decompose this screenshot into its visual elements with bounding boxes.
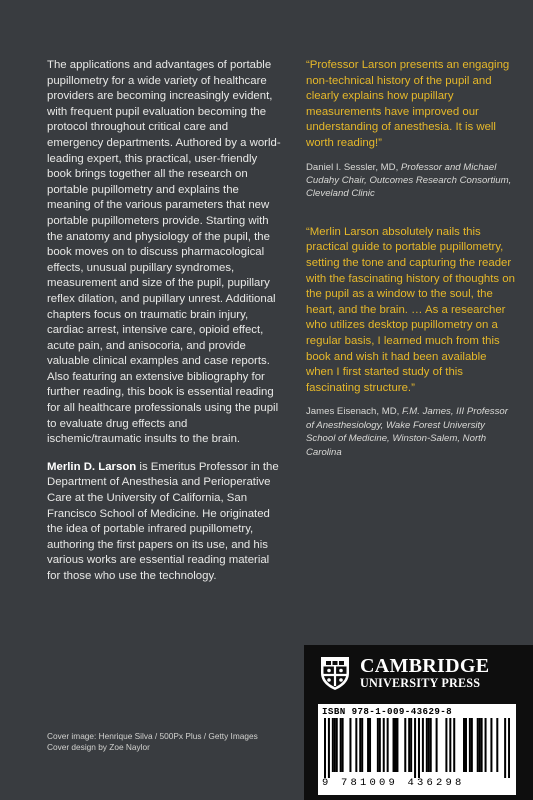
barcode-bar xyxy=(361,718,363,772)
barcode-bar xyxy=(463,718,465,772)
barcode-bar xyxy=(436,718,438,772)
barcode-bar xyxy=(408,718,410,772)
barcode-bar xyxy=(422,718,424,772)
publisher-panel xyxy=(304,645,533,800)
barcode-bar xyxy=(396,718,398,772)
publisher-logo xyxy=(318,655,489,691)
barcode-bar xyxy=(377,718,379,772)
author-bio-text: is Emeritus Professor in the Department of Anesthesia and Perioperative Care at the University of California, San Francisco School of Medicine. He originated the idea of portable infrared pupillometry, authoring the first papers on its use, and his various works are essential reading material for those who use the technology. xyxy=(47,460,279,582)
barcode-bar xyxy=(394,718,396,772)
cover-credits xyxy=(47,731,287,754)
endorser-title: F.M. James, III Professor of Anesthesiology, Wake Forest University School of Medicine, Winston-Salem, North Carolina xyxy=(306,406,508,458)
barcode-bar xyxy=(414,718,416,778)
barcode-bar xyxy=(355,718,357,772)
barcode-bar xyxy=(334,718,336,772)
barcode-bar xyxy=(465,718,467,772)
cambridge-crest-icon xyxy=(318,655,352,691)
isbn-label: ISBN 978-1-009-43629-8 xyxy=(322,706,453,717)
barcode-bar xyxy=(496,718,498,772)
publisher-name-line1: CAMBRIDGE xyxy=(360,654,490,677)
barcode-bars xyxy=(324,718,510,778)
barcode-bar xyxy=(369,718,371,772)
endorsement-attribution xyxy=(306,405,516,459)
barcode-bar xyxy=(479,718,481,772)
endorser-title: Professor and Michael Cudahy Chair, Outcomes Research Consortium, Cleveland Clinic xyxy=(306,161,512,200)
barcode-bar xyxy=(504,718,506,778)
endorsement-quote: “Merlin Larson absolutely nails this practical guide to portable pupillometry, setting the tone and capturing the reader with the fascinating history of thoughts on the pupil as a window to the soul, the heart, and the brain. … As a researcher who utilizes desktop pupillometry on a regular basis, I learned much from this book and wish it had been available when I first started study of this fascinating structure.” xyxy=(306,225,515,394)
barcode-bar xyxy=(418,718,420,778)
left-column xyxy=(47,58,283,585)
barcode-bar xyxy=(336,718,338,772)
barcode-bar xyxy=(449,718,451,772)
author-name: Merlin D. Larson xyxy=(47,460,137,473)
barcode-bar xyxy=(508,718,510,778)
barcode-bar xyxy=(393,718,395,772)
barcode-bar xyxy=(404,718,406,772)
barcode-bar xyxy=(471,718,473,772)
endorser-name: Daniel I. Sessler, MD, xyxy=(306,161,401,173)
barcode-bar xyxy=(445,718,447,772)
barcode-bar xyxy=(324,718,326,778)
endorser-name: James Eisenach, MD, xyxy=(306,406,402,418)
barcode-bar xyxy=(428,718,430,772)
barcode-bar xyxy=(453,718,455,772)
barcode-bar xyxy=(367,718,369,772)
cover-design-credit: Cover design by Zoe Naylor xyxy=(47,742,150,753)
barcode-digits: 9 781009 436298 xyxy=(322,777,465,789)
barcode-bar xyxy=(328,718,330,778)
barcode-bar xyxy=(490,718,492,772)
endorsements-column xyxy=(306,58,516,459)
isbn-barcode xyxy=(318,704,516,795)
author-bio xyxy=(47,460,283,585)
barcode-bar xyxy=(383,718,385,772)
barcode-bar xyxy=(340,718,342,772)
endorsement-quote: “Professor Larson presents an engaging non-technical history of the pupil and clearly explains how pupillary measurements have improved our understanding of anesthesia. It is well worth reading!” xyxy=(306,59,510,149)
cover-image-credit: Cover image: Henrique Silva / 500Px Plus / Getty Images xyxy=(47,731,258,741)
barcode-bar xyxy=(477,718,479,772)
barcode-bar xyxy=(481,718,483,772)
book-description: The applications and advantages of portable pupillometry for a wide variety of healthcare providers are becoming increasingly evident, with frequent pupil evaluation becoming the protocol throughout critical care and emergency departments. Authored by a world-leading expert, this practical, user-friendly book brings together all the research on portable pupillometry and explains the meaning of the various parameters that new portable pupillometers provide. Starting with the anatomy and physiology of the pupil, the book moves on to discuss pharmacological effects, unusual pupillary syndromes, measurement and size of the pupil, pupillary reflex dilation, and pupillary unrest. Additional chapters focus on traumatic brain injury, cardiac arrest, intensive care, opioid effect, acute pain, and anisocoria, and provide valuable clinical examples and case reports. Also featuring an extensive bibliography for further reading, this book is essential reading for all healthcare professionals using the pupil to evaluate drug effects and ischemic/traumatic insults to the brain. xyxy=(47,59,281,446)
barcode-bar xyxy=(379,718,381,772)
endorsement xyxy=(306,225,516,459)
barcode-bar xyxy=(469,718,471,772)
barcode-bar xyxy=(426,718,428,772)
endorsement-attribution xyxy=(306,161,516,201)
barcode-bar xyxy=(332,718,334,772)
barcode-bar xyxy=(342,718,344,772)
publisher-name-line2: UNIVERSITY PRESS xyxy=(360,675,481,690)
publisher-name xyxy=(360,656,489,691)
barcode-bar xyxy=(410,718,412,772)
barcode-bar xyxy=(387,718,389,772)
barcode-bar xyxy=(430,718,432,772)
barcode-bar xyxy=(359,718,361,772)
barcode-bar xyxy=(349,718,351,772)
endorsement xyxy=(306,58,516,201)
barcode-bar xyxy=(485,718,487,772)
